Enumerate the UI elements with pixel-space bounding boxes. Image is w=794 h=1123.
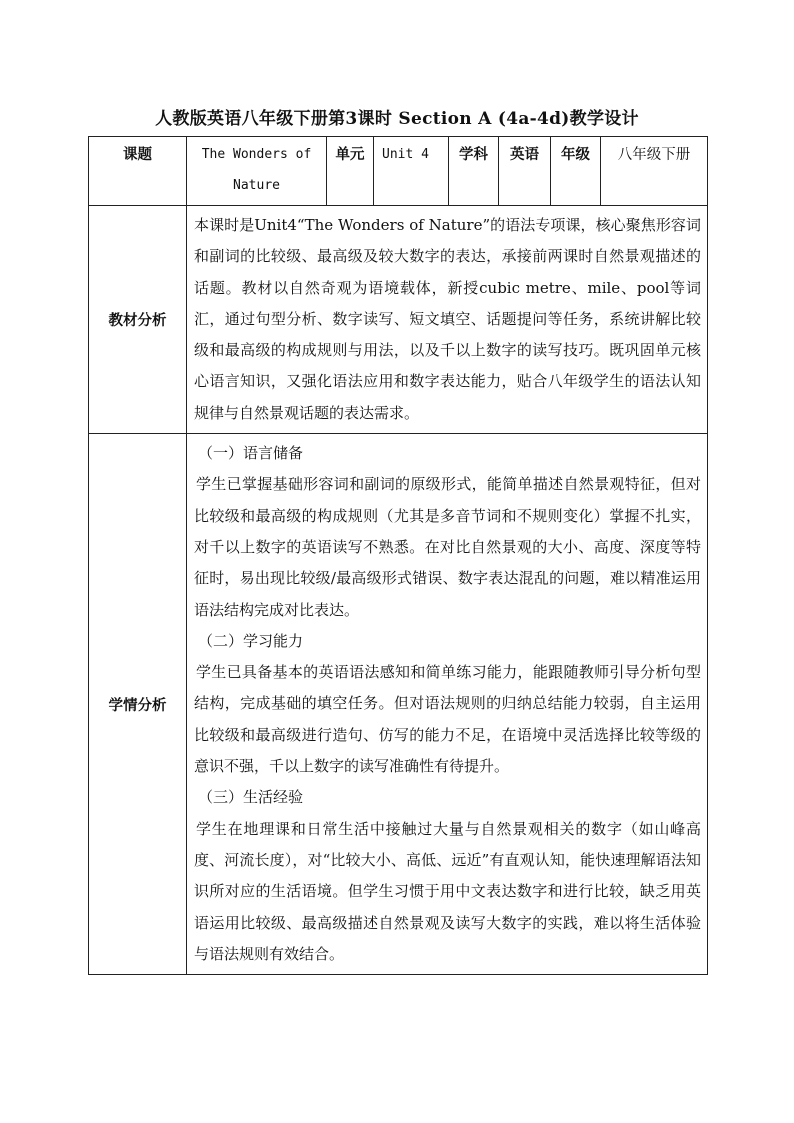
- learner-content: [187, 434, 708, 975]
- section-heading: （一）语言储备: [198, 444, 304, 463]
- topic-value: The Wonders of Nature: [187, 137, 327, 206]
- grade-value: 八年级下册: [601, 137, 708, 206]
- learner-label: 学情分析: [89, 434, 187, 975]
- material-text: 本课时是Unit4“The Wonders of Nature”的语法专项课，核心聚焦形容词和副词的比较级、最高级及较大数字的表达，承接前两课时自然景观描述的话题。教材以自然奇观为语境载体，新授cubic metre、mile、pool等词汇，通过句型分析、数字读写、短文填空、话题提问等任务，系统讲解比较级和最高级的构成规则与用法，以及千以上数字的读写技巧。既巩固单元核心语言知识，又强化语法应用和数字表达能力，贴合八年级学生的语法认知规律与自然景观话题的表达需求。: [187, 206, 708, 434]
- unit-label: 单元: [327, 137, 374, 206]
- learner-row: [89, 434, 708, 975]
- lesson-plan-table: [88, 136, 708, 975]
- topic-label: 课题: [89, 137, 187, 206]
- material-row: [89, 206, 708, 434]
- header-row: [89, 137, 708, 206]
- section-heading: （三）生活经验: [198, 788, 304, 807]
- document-title: 人教版英语八年级下册第3课时 Section A (4a-4d)教学设计: [155, 109, 639, 129]
- grade-label: 年级: [551, 137, 601, 206]
- section-text: 学生已具备基本的英语语法感知和简单练习能力，能跟随教师引导分析句型结构，完成基础的填空任务。但对语法规则的归纳总结能力较弱，自主运用比较级和最高级进行造句、仿写的能力不足，在语境中灵活选择比较等级的意识不强，千以上数字的读写准确性有待提升。: [194, 663, 701, 776]
- subject-label: 学科: [449, 137, 499, 206]
- material-label: 教材分析: [89, 206, 187, 434]
- unit-value: Unit 4: [374, 137, 449, 206]
- section-heading: （二）学习能力: [198, 631, 304, 650]
- section-text: 学生在地理课和日常生活中接触过大量与自然景观相关的数字（如山峰高度、河流长度），对“比较大小、高低、远近”有直观认知，能快速理解语法知识所对应的生活语境。但学生习惯于用中文表达数字和进行比较，缺乏用英语运用比较级、最高级描述自然景观及读写大数字的实践，难以将生活体验与语法规则有效结合。: [194, 819, 701, 963]
- subject-value: 英语: [499, 137, 551, 206]
- section-text: 学生已掌握基础形容词和副词的原级形式，能简单描述自然景观特征，但对比较级和最高级的构成规则（尤其是多音节词和不规则变化）掌握不扎实，对千以上数字的英语读写不熟悉。在对比自然景观的大小、高度、深度等特征时，易出现比较级/最高级形式错误、数字表达混乱的问题，难以精准运用语法结构完成对比表达。: [194, 475, 701, 619]
